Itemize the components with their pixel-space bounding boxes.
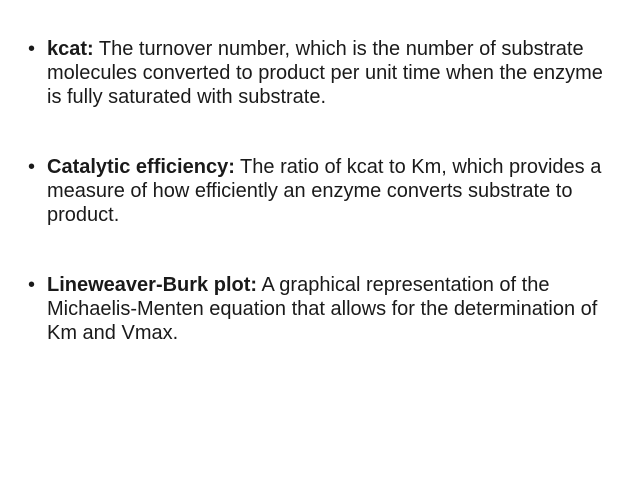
bullet-item-lineweaver-burk	[28, 273, 608, 345]
bullet-description: The ratio of kcat to Km, which provides a measure of how efficiently an enzyme converts substrate to product.	[47, 156, 602, 226]
bullet-marker: •	[28, 38, 36, 60]
bullet-term: Lineweaver-Burk plot:	[47, 274, 258, 296]
bullet-item-catalytic-efficiency	[28, 155, 608, 227]
bullet-description: A graphical representation of the Michaelis-Menten equation that allows for the determination of Km and Vmax.	[47, 274, 598, 344]
bullet-item-kcat	[28, 37, 608, 109]
bullet-term: kcat:	[47, 38, 94, 60]
bullet-description: The turnover number, which is the number of substrate molecules converted to product per unit time when the enzyme is fully saturated with substrate.	[47, 38, 603, 108]
bullet-term: Catalytic efficiency:	[47, 156, 235, 178]
bullet-marker: •	[28, 156, 36, 178]
bullet-marker: •	[28, 274, 36, 296]
bullet-list	[28, 37, 608, 345]
